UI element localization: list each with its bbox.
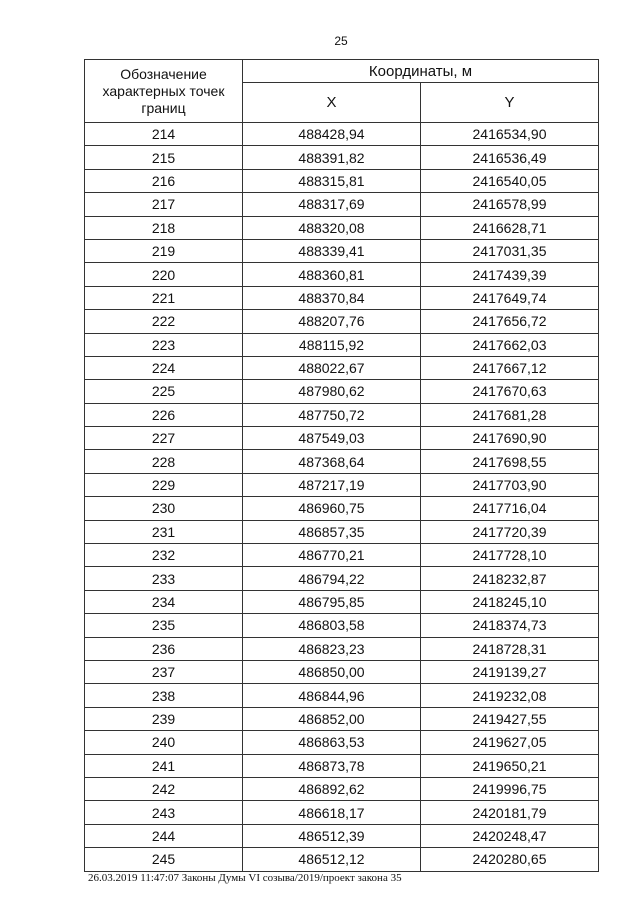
table-row	[85, 263, 599, 286]
x-coordinate-cell: 486857,35	[243, 520, 421, 543]
y-coordinate-cell: 2418232,87	[421, 567, 599, 590]
x-coordinate-cell: 486852,00	[243, 707, 421, 730]
footer-caption: 26.03.2019 11:47:07 Законы Думы VI созыва/2019/проект закона 35	[88, 872, 402, 884]
x-coordinate-cell: 486873,78	[243, 754, 421, 777]
y-coordinate-cell: 2419996,75	[421, 777, 599, 800]
x-coordinate-cell: 488370,84	[243, 286, 421, 309]
table-row	[85, 614, 599, 637]
x-coordinate-cell: 488428,94	[243, 123, 421, 146]
point-cell: 230	[85, 497, 243, 520]
table-row	[85, 754, 599, 777]
table-row	[85, 310, 599, 333]
point-cell: 239	[85, 707, 243, 730]
x-coordinate-cell: 488360,81	[243, 263, 421, 286]
y-coordinate-cell: 2417667,12	[421, 356, 599, 379]
x-coordinate-cell: 488339,41	[243, 239, 421, 262]
y-coordinate-cell: 2420248,47	[421, 824, 599, 847]
table-row	[85, 239, 599, 262]
table-row	[85, 193, 599, 216]
table-row	[85, 473, 599, 496]
table-row	[85, 286, 599, 309]
point-cell: 218	[85, 216, 243, 239]
y-coordinate-cell: 2417662,03	[421, 333, 599, 356]
y-coordinate-cell: 2418245,10	[421, 590, 599, 613]
y-coordinate-cell: 2419650,21	[421, 754, 599, 777]
point-cell: 232	[85, 544, 243, 567]
y-coordinate-cell: 2416578,99	[421, 193, 599, 216]
x-coordinate-cell: 486618,17	[243, 801, 421, 824]
y-coordinate-cell: 2419427,55	[421, 707, 599, 730]
table-row	[85, 497, 599, 520]
point-cell: 245	[85, 848, 243, 871]
point-cell: 224	[85, 356, 243, 379]
y-coordinate-cell: 2420280,65	[421, 848, 599, 871]
point-cell: 214	[85, 123, 243, 146]
point-cell: 225	[85, 380, 243, 403]
table-row	[85, 520, 599, 543]
point-cell: 233	[85, 567, 243, 590]
table-row	[85, 427, 599, 450]
table-row	[85, 801, 599, 824]
table-row	[85, 544, 599, 567]
y-coordinate-cell: 2416540,05	[421, 169, 599, 192]
y-coordinate-cell: 2416536,49	[421, 146, 599, 169]
point-cell: 235	[85, 614, 243, 637]
x-coordinate-cell: 486770,21	[243, 544, 421, 567]
table-row	[85, 567, 599, 590]
point-cell: 237	[85, 660, 243, 683]
point-cell: 227	[85, 427, 243, 450]
x-column-header: X	[243, 83, 421, 123]
point-cell: 223	[85, 333, 243, 356]
table-row	[85, 637, 599, 660]
y-coordinate-cell: 2417728,10	[421, 544, 599, 567]
table-header	[85, 60, 599, 123]
table-row	[85, 356, 599, 379]
y-column-header: Y	[421, 83, 599, 123]
table-row	[85, 450, 599, 473]
y-coordinate-cell: 2420181,79	[421, 801, 599, 824]
y-coordinate-cell: 2417656,72	[421, 310, 599, 333]
x-coordinate-cell: 488391,82	[243, 146, 421, 169]
point-cell: 231	[85, 520, 243, 543]
x-coordinate-cell: 488320,08	[243, 216, 421, 239]
x-coordinate-cell: 486823,23	[243, 637, 421, 660]
point-cell: 226	[85, 403, 243, 426]
x-coordinate-cell: 486795,85	[243, 590, 421, 613]
table-row	[85, 333, 599, 356]
table-row	[85, 848, 599, 871]
table-row	[85, 707, 599, 730]
table-row	[85, 123, 599, 146]
x-coordinate-cell: 487980,62	[243, 380, 421, 403]
point-cell: 219	[85, 239, 243, 262]
point-cell: 234	[85, 590, 243, 613]
x-coordinate-cell: 487750,72	[243, 403, 421, 426]
table-row	[85, 684, 599, 707]
x-coordinate-cell: 486512,39	[243, 824, 421, 847]
table-row	[85, 590, 599, 613]
table-row	[85, 403, 599, 426]
y-coordinate-cell: 2417720,39	[421, 520, 599, 543]
table-row	[85, 777, 599, 800]
point-cell: 217	[85, 193, 243, 216]
point-column-header: Обозначение характерных точек границ	[85, 60, 243, 123]
point-cell: 244	[85, 824, 243, 847]
table-row	[85, 169, 599, 192]
coordinates-table	[84, 59, 599, 872]
point-cell: 215	[85, 146, 243, 169]
y-coordinate-cell: 2419139,27	[421, 660, 599, 683]
table-row	[85, 216, 599, 239]
y-coordinate-cell: 2417031,35	[421, 239, 599, 262]
x-coordinate-cell: 488315,81	[243, 169, 421, 192]
y-coordinate-cell: 2417670,63	[421, 380, 599, 403]
y-coordinate-cell: 2416534,90	[421, 123, 599, 146]
y-coordinate-cell: 2418374,73	[421, 614, 599, 637]
y-coordinate-cell: 2419627,05	[421, 731, 599, 754]
y-coordinate-cell: 2417703,90	[421, 473, 599, 496]
x-coordinate-cell: 486850,00	[243, 660, 421, 683]
coordinates-group-header: Координаты, м	[243, 60, 599, 83]
x-coordinate-cell: 487368,64	[243, 450, 421, 473]
point-cell: 222	[85, 310, 243, 333]
y-coordinate-cell: 2417698,55	[421, 450, 599, 473]
x-coordinate-cell: 486892,62	[243, 777, 421, 800]
x-coordinate-cell: 486803,58	[243, 614, 421, 637]
point-cell: 216	[85, 169, 243, 192]
x-coordinate-cell: 486960,75	[243, 497, 421, 520]
x-coordinate-cell: 487549,03	[243, 427, 421, 450]
x-coordinate-cell: 486512,12	[243, 848, 421, 871]
point-cell: 240	[85, 731, 243, 754]
page-number: 25	[334, 34, 348, 48]
point-cell: 243	[85, 801, 243, 824]
x-coordinate-cell: 488022,67	[243, 356, 421, 379]
table-body	[85, 123, 599, 872]
table-row	[85, 731, 599, 754]
point-cell: 242	[85, 777, 243, 800]
y-coordinate-cell: 2418728,31	[421, 637, 599, 660]
x-coordinate-cell: 486794,22	[243, 567, 421, 590]
table-row	[85, 824, 599, 847]
table-row	[85, 146, 599, 169]
y-coordinate-cell: 2419232,08	[421, 684, 599, 707]
point-cell: 229	[85, 473, 243, 496]
table-row	[85, 660, 599, 683]
point-cell: 220	[85, 263, 243, 286]
point-cell: 228	[85, 450, 243, 473]
x-coordinate-cell: 486863,53	[243, 731, 421, 754]
y-coordinate-cell: 2416628,71	[421, 216, 599, 239]
point-cell: 221	[85, 286, 243, 309]
y-coordinate-cell: 2417439,39	[421, 263, 599, 286]
x-coordinate-cell: 486844,96	[243, 684, 421, 707]
y-coordinate-cell: 2417681,28	[421, 403, 599, 426]
x-coordinate-cell: 488317,69	[243, 193, 421, 216]
point-cell: 241	[85, 754, 243, 777]
y-coordinate-cell: 2417649,74	[421, 286, 599, 309]
point-cell: 236	[85, 637, 243, 660]
x-coordinate-cell: 488207,76	[243, 310, 421, 333]
x-coordinate-cell: 487217,19	[243, 473, 421, 496]
y-coordinate-cell: 2417690,90	[421, 427, 599, 450]
point-cell: 238	[85, 684, 243, 707]
y-coordinate-cell: 2417716,04	[421, 497, 599, 520]
table-row	[85, 380, 599, 403]
x-coordinate-cell: 488115,92	[243, 333, 421, 356]
